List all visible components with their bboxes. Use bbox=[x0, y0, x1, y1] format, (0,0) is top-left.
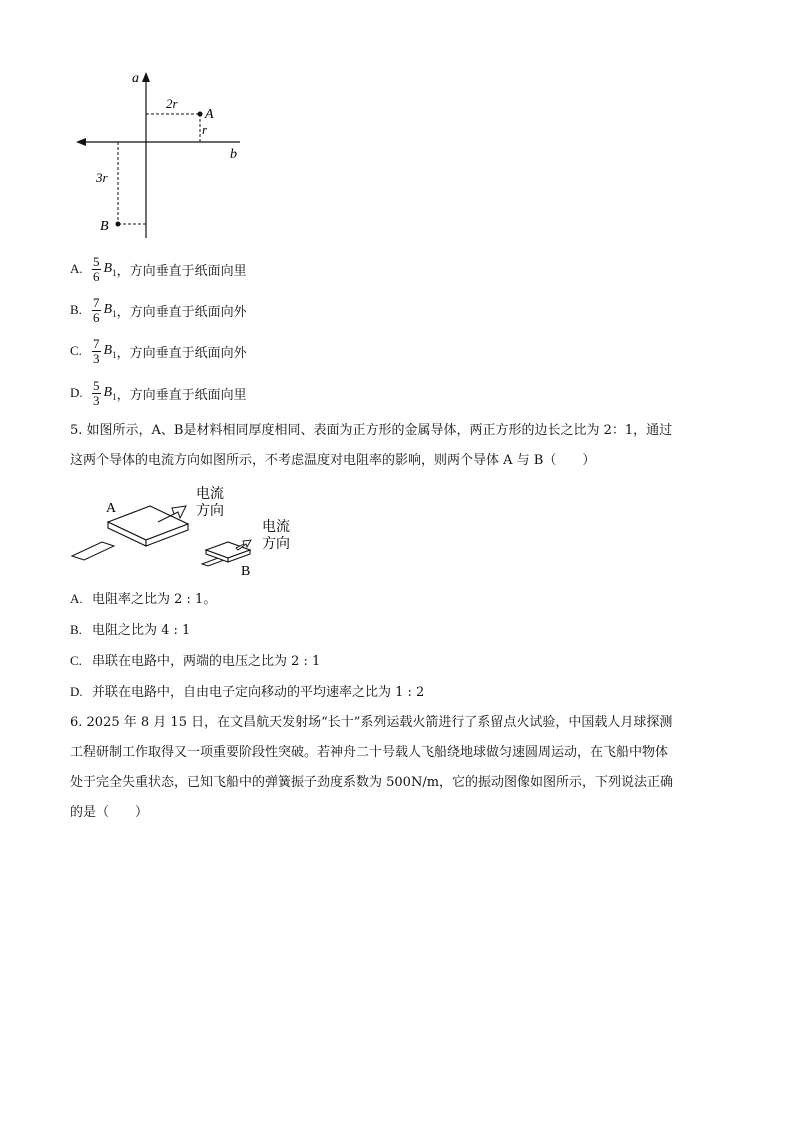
conductor-a-label: A bbox=[106, 501, 117, 516]
q5-option-a[interactable] bbox=[70, 588, 216, 607]
q6-stem-line-2: 工程研制工作取得又一项重要阶段性突破。若神舟二十号载人飞船绕地球做匀速圆周运动，在飞船中物体 bbox=[70, 745, 669, 760]
current-b-text-line1: 电流 bbox=[262, 520, 290, 535]
fraction-numerator: 5 bbox=[93, 377, 100, 393]
label-2r: 2r bbox=[166, 96, 178, 111]
field-symbol bbox=[104, 343, 117, 360]
option-text: ，方向垂直于纸面向外 bbox=[116, 345, 247, 361]
option-text: 电阻之比为 4 : 1 bbox=[92, 623, 191, 638]
fraction-denominator: 3 bbox=[93, 392, 100, 408]
option-label: B. bbox=[70, 302, 82, 317]
axis-b-label: b bbox=[230, 147, 237, 162]
option-text: ，方向垂直于纸面向外 bbox=[116, 304, 247, 320]
q5-option-d[interactable] bbox=[70, 681, 424, 700]
fraction bbox=[92, 337, 101, 366]
option-label: D. bbox=[70, 684, 83, 699]
field-letter: B bbox=[103, 260, 113, 276]
axis-a-arrow-icon bbox=[142, 72, 150, 82]
point-b-dot bbox=[116, 222, 121, 227]
q6-stem bbox=[70, 708, 730, 828]
option-label: C. bbox=[70, 343, 82, 358]
option-text: ，方向垂直于纸面向里 bbox=[116, 387, 247, 403]
field-subscript: 1 bbox=[112, 391, 117, 402]
q4-option-c[interactable] bbox=[70, 333, 247, 369]
q5-option-b[interactable] bbox=[70, 619, 190, 638]
field-symbol bbox=[104, 302, 117, 319]
fraction-numerator: 5 bbox=[93, 253, 100, 269]
q4-option-b[interactable] bbox=[70, 292, 247, 328]
label-3r: 3r bbox=[96, 170, 108, 185]
axis-a-label: a bbox=[132, 71, 139, 86]
q5-option-c[interactable] bbox=[70, 650, 320, 669]
current-a-text-line2: 方向 bbox=[196, 504, 224, 519]
field-subscript: 1 bbox=[112, 349, 117, 360]
conductor-b-label: B bbox=[241, 564, 251, 579]
option-label: A. bbox=[70, 261, 83, 276]
q6-stem-line-4: 的是（ ） bbox=[70, 805, 149, 820]
axis-b-arrow-icon bbox=[76, 138, 86, 146]
point-a-dot bbox=[198, 112, 203, 117]
magnetic-field-axes-figure bbox=[70, 68, 250, 240]
field-subscript: 1 bbox=[112, 308, 117, 319]
q5-stem-line-2: 这两个导体的电流方向如图所示，不考虑温度对电阻率的影响，则两个导体 A 与 B（ ） bbox=[70, 453, 596, 468]
option-text: 并联在电路中，自由电子定向移动的平均速率之比为 1 : 2 bbox=[92, 685, 425, 700]
option-text: 电阻率之比为 2 : 1。 bbox=[92, 592, 217, 607]
field-letter: B bbox=[103, 384, 113, 400]
point-b-label: B bbox=[100, 219, 109, 234]
point-a-label: A bbox=[205, 107, 214, 122]
fraction-numerator: 7 bbox=[93, 335, 100, 351]
conductor-figure bbox=[70, 484, 310, 580]
q5-stem-line-1: 5. 如图所示，A、B是材料相同厚度相同、表面为正方形的金属导体，两正方形的边长之比为 2：1，通过 bbox=[70, 423, 673, 438]
current-b-text-line2: 方向 bbox=[262, 537, 290, 552]
field-symbol bbox=[104, 261, 117, 278]
conductor-a-lead bbox=[72, 542, 114, 560]
q4-option-a[interactable] bbox=[70, 251, 247, 287]
field-letter: B bbox=[103, 301, 113, 317]
fraction-numerator: 7 bbox=[93, 294, 100, 310]
option-label: A. bbox=[70, 591, 83, 606]
q6-stem-line-3: 处于完全失重状态，已知飞船中的弹簧振子劲度系数为 500N/m，它的振动图像如图所示，下列说法正确 bbox=[70, 775, 674, 790]
fraction-denominator: 6 bbox=[93, 309, 100, 325]
fraction-denominator: 6 bbox=[93, 268, 100, 284]
fraction bbox=[92, 379, 101, 408]
fraction-denominator: 3 bbox=[93, 350, 100, 366]
q4-option-d[interactable] bbox=[70, 375, 247, 411]
field-subscript: 1 bbox=[112, 267, 117, 278]
option-label: C. bbox=[70, 653, 82, 668]
current-a-text-line1: 电流 bbox=[196, 487, 224, 502]
option-text: 串联在电路中，两端的电压之比为 2 : 1 bbox=[92, 654, 321, 669]
fraction bbox=[92, 296, 101, 325]
q5-stem bbox=[70, 416, 730, 476]
label-r: r bbox=[202, 122, 208, 137]
field-letter: B bbox=[103, 342, 113, 358]
option-text: ，方向垂直于纸面向里 bbox=[116, 263, 247, 279]
fraction bbox=[92, 255, 101, 284]
option-label: D. bbox=[70, 385, 83, 400]
field-symbol bbox=[104, 385, 117, 402]
option-label: B. bbox=[70, 622, 82, 637]
q6-stem-line-1: 6. 2025 年 8 月 15 日，在文昌航天发射场“长十”系列运载火箭进行了系留点火试验，中国载人月球探测 bbox=[70, 715, 673, 730]
